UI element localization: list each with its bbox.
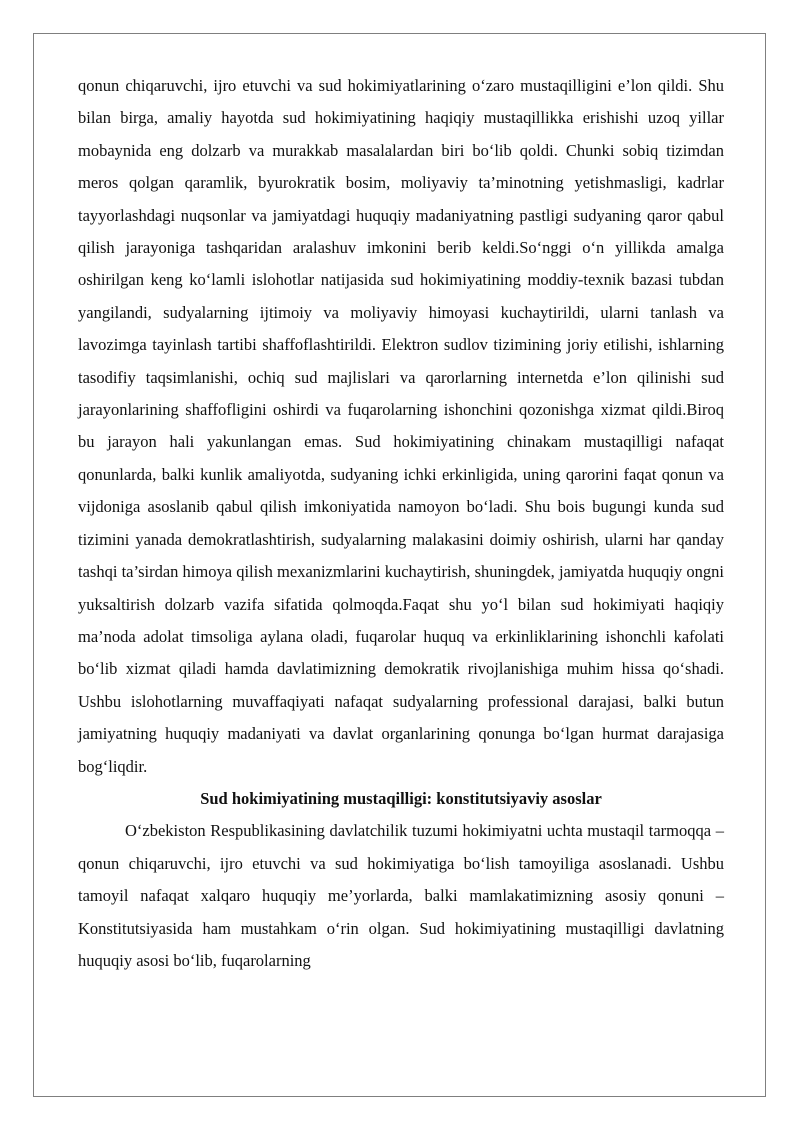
document-body bbox=[78, 70, 724, 977]
section-heading: Sud hokimiyatining mustaqilligi: konstitutsiyaviy asoslar bbox=[200, 788, 602, 808]
body-paragraph: qonun chiqaruvchi, ijro etuvchi va sud hokimiyatlarining o‘zaro mustaqilligini e’lon qildi. Shu bilan birga, amaliy hayotda sud hokimiyatining haqiqiy mustaqillikka erishishi uzoq yillar mobaynida eng dolzarb va murakkab masalalardan biri bo‘lib qoldi. Chunki sobiq tizimdan meros qolgan qaramlik, byurokratik bosim, moliyaviy ta’minotning yetishmasligi, kadrlar tayyorlashdagi nuqsonlar va jamiyatdagi huquqiy madaniyatning pastligi sudyaning qaror qabul qilish jarayoniga tashqaridan aralashuv imkonini berib keldi.So‘nggi o‘n yillikda amalga oshirilgan keng ko‘lamli islohotlar natijasida sud hokimiyatining moddiy-texnik bazasi tubdan yangilandi, sudyalarning ijtimoiy va moliyaviy himoyasi kuchaytirildi, ularni tanlash va lavozimga tayinlash tartibi shaffoflashtirildi. Elektron sudlov tizimining joriy etilishi, ishlarning tasodifiy taqsimlanishi, ochiq sud majlislari va qarorlarning internetda e’lon qilinishi sud jarayonlarining shaffofligini oshirdi va fuqarolarning ishonchini qozonishga xizmat qildi.Biroq bu jarayon hali yakunlangan emas. Sud hokimiyatining chinakam mustaqilligi nafaqat qonunlarda, balki kunlik amaliyotda, sudyaning ichki erkinligida, uning qarorini faqat qonun va vijdoniga asoslanib qabul qilish imkoniyatida namoyon bo‘ladi. Shu bois bugungi kunda sud tizimini yanada demokratlashtirish, sudyalarning malakasini doimiy oshirish, ularni har qanday tashqi ta’sirdan himoya qilish mexanizmlarini kuchaytirish, shuningdek, jamiyatda huquqiy ongni yuksaltirish dolzarb vazifa sifatida qolmoqda.Faqat shu yo‘l bilan sud hokimiyati haqiqiy ma’noda adolat timsoliga aylana oladi, fuqarolar huquq va erkinliklarining ishonchli kafolati bo‘lib xizmat qiladi hamda davlatimizning demokratik rivojlanishiga muhim hissa qo‘shadi. Ushbu islohotlarning muvaffaqiyati nafaqat sudyalarning professional darajasi, balki butun jamiyatning huquqiy madaniyati va davlat organlarining qonunga bo‘lgan hurmat darajasiga bog‘liqdir. bbox=[78, 76, 724, 776]
body-paragraph: O‘zbekiston Respublikasining davlatchilik tuzumi hokimiyatni uchta mustaqil tarmoqqa – qonun chiqaruvchi, ijro etuvchi va sud hokimiyatiga bo‘lish tamoyiliga asoslanadi. Ushbu tamoyil nafaqat xalqaro huquqiy me’yorlarda, balki mamlakatimizning asosiy qonuni – Konstitutsiyasida ham mustahkam o‘rin olgan. Sud hokimiyatining mustaqilligi davlatning huquqiy asosi bo‘lib, fuqarolarning bbox=[78, 821, 724, 970]
